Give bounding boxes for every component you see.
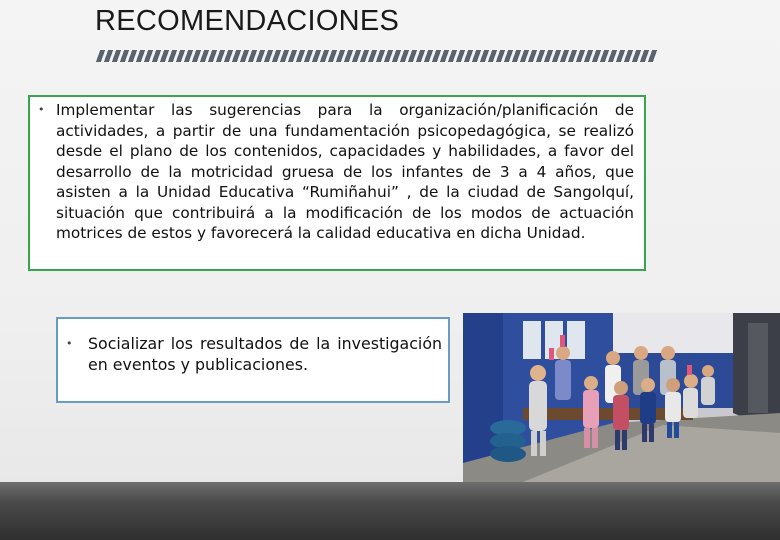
title-underline	[96, 50, 658, 62]
recommendation-box-2	[56, 317, 450, 403]
recommendation-text: Socializar los resultados de la investigación en eventos y publicaciones.	[88, 334, 442, 374]
footer-band	[0, 482, 780, 540]
slide-title: RECOMENDACIONES	[95, 5, 400, 37]
bullet-icon: •	[66, 337, 73, 350]
photo-illustration	[463, 313, 780, 482]
children-photo	[463, 313, 780, 482]
recommendation-text: Implementar las sugerencias para la organización/planificación de actividades, a partir de una fundamentación psicopedagógica, se realizó desde el plano de los contenidos, capacidades y habilidades, a favor del desarrollo de la motricidad gruesa de los infantes de 3 a 4 años, que asisten a la Unidad Educativa “Rumiñahui” , de la ciudad de Sangolquí, situación que contribuirá a la modificación de los modos de actuación motrices de estos y favorecerá la calidad educativa en dicha Unidad.	[56, 101, 634, 242]
recommendation-box-1	[28, 95, 646, 271]
recommendation-item	[38, 100, 634, 244]
bullet-icon: •	[38, 103, 45, 116]
recommendation-item	[66, 333, 442, 375]
